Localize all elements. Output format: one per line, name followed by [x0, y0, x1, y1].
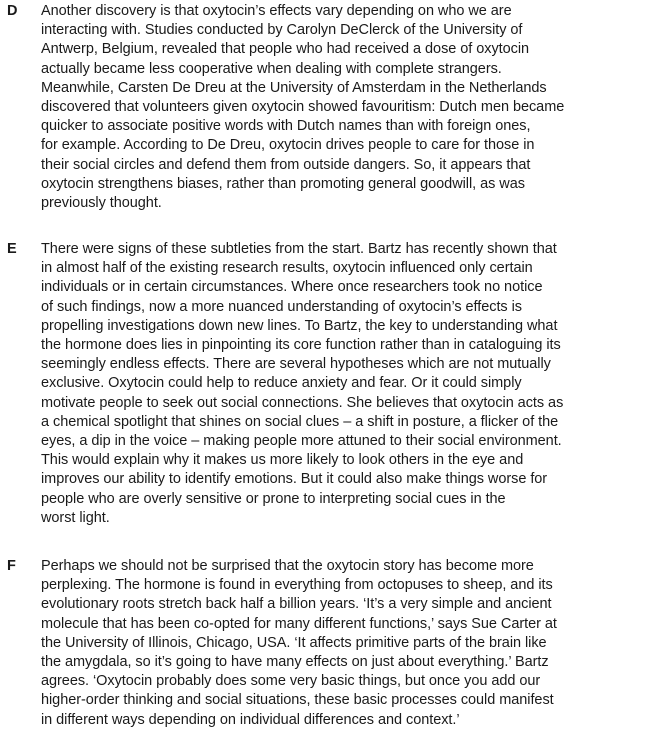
text-line: Perhaps we should not be surprised that the oxytocin story has become more [41, 558, 534, 574]
paragraph-text [41, 557, 663, 730]
text-line: their social circles and defend them from outside dangers. So, it appears that [41, 156, 531, 173]
text-line: oxytocin strengthens biases, rather than promoting general goodwill, as was [41, 175, 525, 192]
paragraph-letter: D [7, 3, 18, 19]
text-line: There were signs of these subtleties from the start. Bartz has recently shown that [41, 241, 557, 257]
paragraph-text [41, 2, 663, 213]
text-line: agrees. ‘Oxytocin probably does some very basic things, but once you add our [41, 673, 541, 690]
text-line: seemingly endless effects. There are several hypotheses which are not mutually [41, 356, 551, 373]
text-line: the hormone does lies in pinpointing its core function rather than in cataloguing its [41, 337, 561, 354]
text-line: interacting with. Studies conducted by Carolyn DeClerck of the University of [41, 22, 523, 39]
text-line: molecule that has been co-opted for many different functions,’ says Sue Carter at [41, 615, 557, 632]
text-line: previously thought. [41, 195, 162, 212]
text-line: improves our ability to identify emotions. But it could also make things worse for [41, 471, 548, 488]
paragraph-letter: E [7, 241, 17, 257]
text-line: quicker to associate positive words with Dutch names than with foreign ones, [41, 118, 531, 135]
text-line: for example. According to De Dreu, oxytocin drives people to care for those in [41, 137, 535, 154]
text-line: the amygdala, so it’s going to have many effects on just about everything.’ Bartz [41, 654, 549, 671]
text-line: individuals or in certain circumstances. Where once researchers took no notice [41, 279, 543, 296]
text-line: Antwerp, Belgium, revealed that people who had received a dose of oxytocin [41, 41, 530, 58]
text-line: actually became less cooperative when dealing with complete strangers. [41, 60, 502, 77]
text-line: This would explain why it makes us more likely to look others in the eye and [41, 452, 524, 469]
text-line: exclusive. Oxytocin could help to reduce anxiety and fear. Or it could simply [41, 375, 522, 392]
text-line: eyes, a dip in the voice – making people more attuned to their social environment. [41, 433, 562, 450]
text-line: a chemical spotlight that shines on social clues – a shift in posture, a flicker of the [41, 413, 559, 430]
text-line: motivate people to seek out social connections. She believes that oxytocin acts as [41, 394, 564, 411]
text-line: in different ways depending on individual differences and context.’ [41, 711, 460, 728]
paragraph-text [41, 240, 663, 528]
text-line: the University of Illinois, Chicago, USA. ‘It affects primitive parts of the brain like [41, 634, 547, 651]
text-line: propelling investigations down new lines. To Bartz, the key to understanding what [41, 317, 558, 334]
text-line: Meanwhile, Carsten De Dreu at the University of Amsterdam in the Netherlands [41, 79, 547, 96]
text-line: worst light. [41, 509, 110, 526]
text-line: Another discovery is that oxytocin’s effects vary depending on who we are [41, 3, 512, 19]
text-line: evolutionary roots stretch back half a billion years. ‘It’s a very simple and ancient [41, 596, 552, 613]
text-line: discovered that volunteers given oxytocin showed favouritism: Dutch men became [41, 99, 565, 116]
text-line: in almost half of the existing research results, oxytocin influenced only certain [41, 260, 533, 277]
paragraph-letter: F [7, 558, 16, 574]
text-line: of such findings, now a more nuanced understanding of oxytocin’s effects is [41, 298, 522, 315]
text-line: people who are overly sensitive or prone to interpreting social cues in the [41, 490, 506, 507]
text-line: higher-order thinking and social situations, these basic processes could manifest [41, 692, 554, 709]
text-line: perplexing. The hormone is found in everything from octopuses to sheep, and its [41, 577, 553, 594]
